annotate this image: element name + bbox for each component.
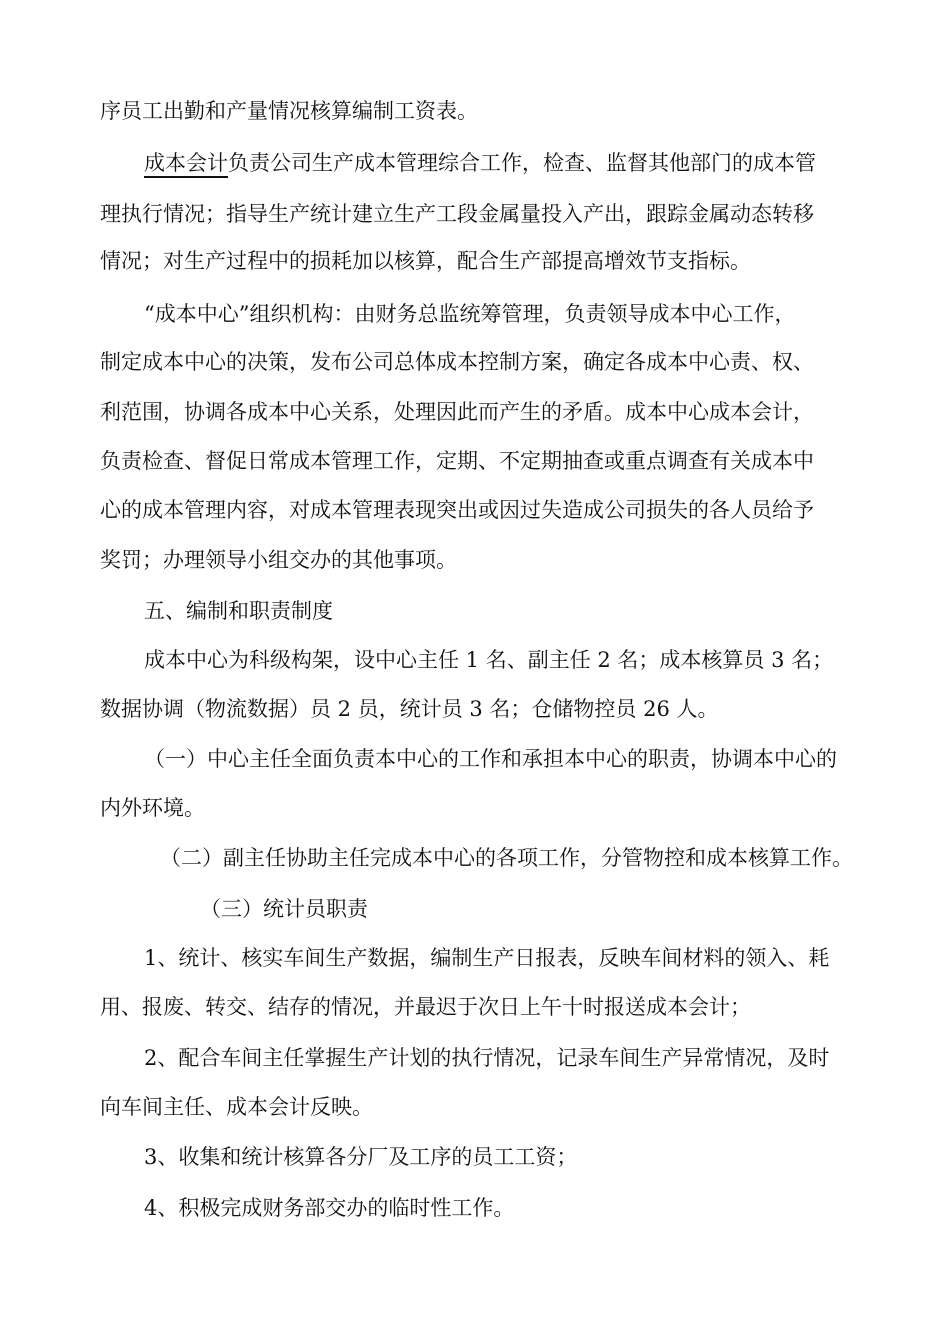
list-item-continuation: 用、报废、转交、结存的情况，并最迟于次日上午十时报送成本会计； [100,995,751,1019]
paragraph-line: 理执行情况；指导生产统计建立生产工段金属量投入产出，跟踪金属动态转移 [100,202,814,226]
subsection-heading: （三）统计员职责 [200,897,368,921]
list-item: 2、配合车间主任掌握生产计划的执行情况，记录车间生产异常情况，及时 [144,1046,830,1070]
list-item: 4、积极完成财务部交办的临时性工作。 [144,1196,515,1220]
paragraph-line: 情况；对生产过程中的损耗加以核算，配合生产部提高增效节支指标。 [100,249,751,273]
paragraph-line: 内外环境。 [100,796,205,820]
paragraph-line: 心的成本管理内容，对成本管理表现突出或因过失造成公司损失的各人员给予 [100,498,814,522]
section-heading: 五、编制和职责制度 [144,599,333,623]
paragraph-line: 成本中心为科级构架，设中心主任 1 名、副主任 2 名；成本核算员 3 名； [144,648,834,672]
paragraph-line: 负责检查、督促日常成本管理工作，定期、不定期抽查或重点调查有关成本中 [100,449,814,473]
paragraph-line: （一）中心主任全面负责本中心的工作和承担本中心的职责，协调本中心的 [144,747,837,771]
underlined-term: 成本会计 [144,151,228,178]
paragraph-line: （二）副主任协助主任完成本中心的各项工作，分管物控和成本核算工作。 [160,846,853,870]
paragraph-line: “成本中心”组织机构：由财务总监统筹管理，负责领导成本中心工作， [144,302,796,326]
paragraph-line: 数据协调（物流数据）员 2 员，统计员 3 名；仓储物控员 26 人。 [100,697,719,721]
paragraph-line: 奖罚；办理领导小组交办的其他事项。 [100,548,457,572]
paragraph-line: 制定成本中心的决策，发布公司总体成本控制方案，确定各成本中心责、权、 [100,350,814,374]
paragraph-line: 序员工出勤和产量情况核算编制工资表。 [100,99,478,123]
paragraph-line [144,148,860,178]
paragraph-line-text: 负责公司生产成本管理综合工作，检查、监督其他部门的成本管 [228,151,816,175]
paragraph-line: 利范围，协调各成本中心关系，处理因此而产生的矛盾。成本中心成本会计， [100,400,814,424]
list-item-continuation: 向车间主任、成本会计反映。 [100,1095,373,1119]
list-item: 1、统计、核实车间生产数据，编制生产日报表，反映车间材料的领入、耗 [144,946,830,970]
list-item: 3、收集和统计核算各分厂及工序的员工工资； [144,1145,578,1169]
